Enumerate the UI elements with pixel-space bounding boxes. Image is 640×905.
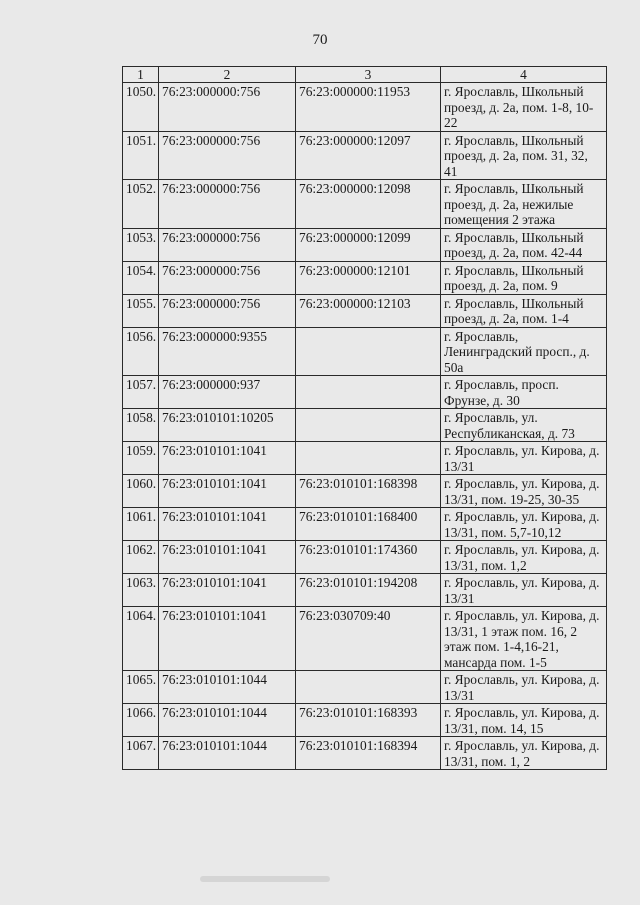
object-number-cell [296, 409, 441, 442]
parcel-number-cell: 76:23:010101:1041 [159, 442, 296, 475]
parcel-number-cell: 76:23:010101:1044 [159, 704, 296, 737]
parcel-number-cell: 76:23:010101:1041 [159, 475, 296, 508]
parcel-number-cell: 76:23:010101:1041 [159, 541, 296, 574]
row-number-cell: 1059. [123, 442, 159, 475]
table-row [123, 131, 607, 180]
address-cell: г. Ярославль, Школьный проезд, д. 2а, пом. 9 [441, 261, 607, 294]
address-cell: г. Ярославль, Школьный проезд, д. 2а, нежилые помещения 2 этажа [441, 180, 607, 229]
column-header-1: 1 [123, 67, 159, 83]
parcel-number-cell: 76:23:000000:756 [159, 228, 296, 261]
column-header-4: 4 [441, 67, 607, 83]
parcel-number-cell: 76:23:000000:756 [159, 83, 296, 132]
table-row [123, 376, 607, 409]
address-cell: г. Ярославль, ул. Кирова, д. 13/31 [441, 574, 607, 607]
row-number-cell: 1051. [123, 131, 159, 180]
object-number-cell: 76:23:010101:168398 [296, 475, 441, 508]
address-cell: г. Ярославль, Ленинградский просп., д. 50а [441, 327, 607, 376]
object-number-cell: 76:23:000000:12098 [296, 180, 441, 229]
parcel-number-cell: 76:23:000000:756 [159, 294, 296, 327]
object-number-cell: 76:23:000000:12101 [296, 261, 441, 294]
row-number-cell: 1056. [123, 327, 159, 376]
parcel-number-cell: 76:23:000000:756 [159, 131, 296, 180]
object-number-cell: 76:23:010101:168394 [296, 737, 441, 770]
table-row [123, 671, 607, 704]
object-number-cell: 76:23:000000:12097 [296, 131, 441, 180]
object-number-cell: 76:23:000000:12103 [296, 294, 441, 327]
row-number-cell: 1054. [123, 261, 159, 294]
row-number-cell: 1063. [123, 574, 159, 607]
table-row [123, 294, 607, 327]
address-cell: г. Ярославль, ул. Кирова, д. 13/31, 1 этаж пом. 16, 2 этаж пом. 1-4,16-21, мансарда пом. 1-5 [441, 607, 607, 671]
address-cell: г. Ярославль, ул. Кирова, д. 13/31, пом. 19-25, 30-35 [441, 475, 607, 508]
table-row [123, 228, 607, 261]
parcel-number-cell: 76:23:010101:10205 [159, 409, 296, 442]
row-number-cell: 1055. [123, 294, 159, 327]
parcel-number-cell: 76:23:010101:1041 [159, 574, 296, 607]
parcel-number-cell: 76:23:000000:756 [159, 261, 296, 294]
address-cell: г. Ярославль, Школьный проезд, д. 2а, пом. 42-44 [441, 228, 607, 261]
address-cell: г. Ярославль, просп. Фрунзе, д. 30 [441, 376, 607, 409]
row-number-cell: 1066. [123, 704, 159, 737]
table-row [123, 475, 607, 508]
row-number-cell: 1052. [123, 180, 159, 229]
parcel-number-cell: 76:23:010101:1044 [159, 737, 296, 770]
address-cell: г. Ярославль, ул. Кирова, д. 13/31, пом. 14, 15 [441, 704, 607, 737]
object-number-cell [296, 671, 441, 704]
table-row [123, 442, 607, 475]
address-cell: г. Ярославль, ул. Кирова, д. 13/31 [441, 442, 607, 475]
row-number-cell: 1064. [123, 607, 159, 671]
object-number-cell: 76:23:000000:12099 [296, 228, 441, 261]
cadastral-table [122, 66, 607, 770]
table-row [123, 327, 607, 376]
object-number-cell: 76:23:000000:11953 [296, 83, 441, 132]
parcel-number-cell: 76:23:000000:937 [159, 376, 296, 409]
parcel-number-cell: 76:23:000000:756 [159, 180, 296, 229]
column-header-3: 3 [296, 67, 441, 83]
table-row [123, 83, 607, 132]
table-row [123, 737, 607, 770]
object-number-cell: 76:23:010101:174360 [296, 541, 441, 574]
table-row [123, 508, 607, 541]
object-number-cell [296, 327, 441, 376]
address-cell: г. Ярославль, ул. Кирова, д. 13/31, пом. 1, 2 [441, 737, 607, 770]
object-number-cell: 76:23:010101:194208 [296, 574, 441, 607]
page-number: 70 [312, 32, 328, 48]
address-cell: г. Ярославль, ул. Республиканская, д. 73 [441, 409, 607, 442]
table-row [123, 607, 607, 671]
scan-smudge [200, 876, 330, 882]
row-number-cell: 1065. [123, 671, 159, 704]
table-row [123, 261, 607, 294]
object-number-cell [296, 442, 441, 475]
row-number-cell: 1050. [123, 83, 159, 132]
row-number-cell: 1067. [123, 737, 159, 770]
address-cell: г. Ярославль, Школьный проезд, д. 2а, пом. 31, 32, 41 [441, 131, 607, 180]
table-body [123, 83, 607, 770]
address-cell: г. Ярославль, Школьный проезд, д. 2а, пом. 1-4 [441, 294, 607, 327]
address-cell: г. Ярославль, Школьный проезд, д. 2а, пом. 1-8, 10-22 [441, 83, 607, 132]
table-header-row [123, 67, 607, 83]
table-row [123, 541, 607, 574]
table-row [123, 574, 607, 607]
parcel-number-cell: 76:23:010101:1041 [159, 607, 296, 671]
object-number-cell: 76:23:030709:40 [296, 607, 441, 671]
parcel-number-cell: 76:23:010101:1041 [159, 508, 296, 541]
address-cell: г. Ярославль, ул. Кирова, д. 13/31, пом. 5,7-10,12 [441, 508, 607, 541]
address-cell: г. Ярославль, ул. Кирова, д. 13/31, пом. 1,2 [441, 541, 607, 574]
object-number-cell: 76:23:010101:168400 [296, 508, 441, 541]
row-number-cell: 1061. [123, 508, 159, 541]
table-row [123, 409, 607, 442]
parcel-number-cell: 76:23:000000:9355 [159, 327, 296, 376]
parcel-number-cell: 76:23:010101:1044 [159, 671, 296, 704]
row-number-cell: 1060. [123, 475, 159, 508]
table-row [123, 180, 607, 229]
table-row [123, 704, 607, 737]
row-number-cell: 1053. [123, 228, 159, 261]
row-number-cell: 1057. [123, 376, 159, 409]
object-number-cell: 76:23:010101:168393 [296, 704, 441, 737]
row-number-cell: 1058. [123, 409, 159, 442]
column-header-2: 2 [159, 67, 296, 83]
address-cell: г. Ярославль, ул. Кирова, д. 13/31 [441, 671, 607, 704]
object-number-cell [296, 376, 441, 409]
row-number-cell: 1062. [123, 541, 159, 574]
